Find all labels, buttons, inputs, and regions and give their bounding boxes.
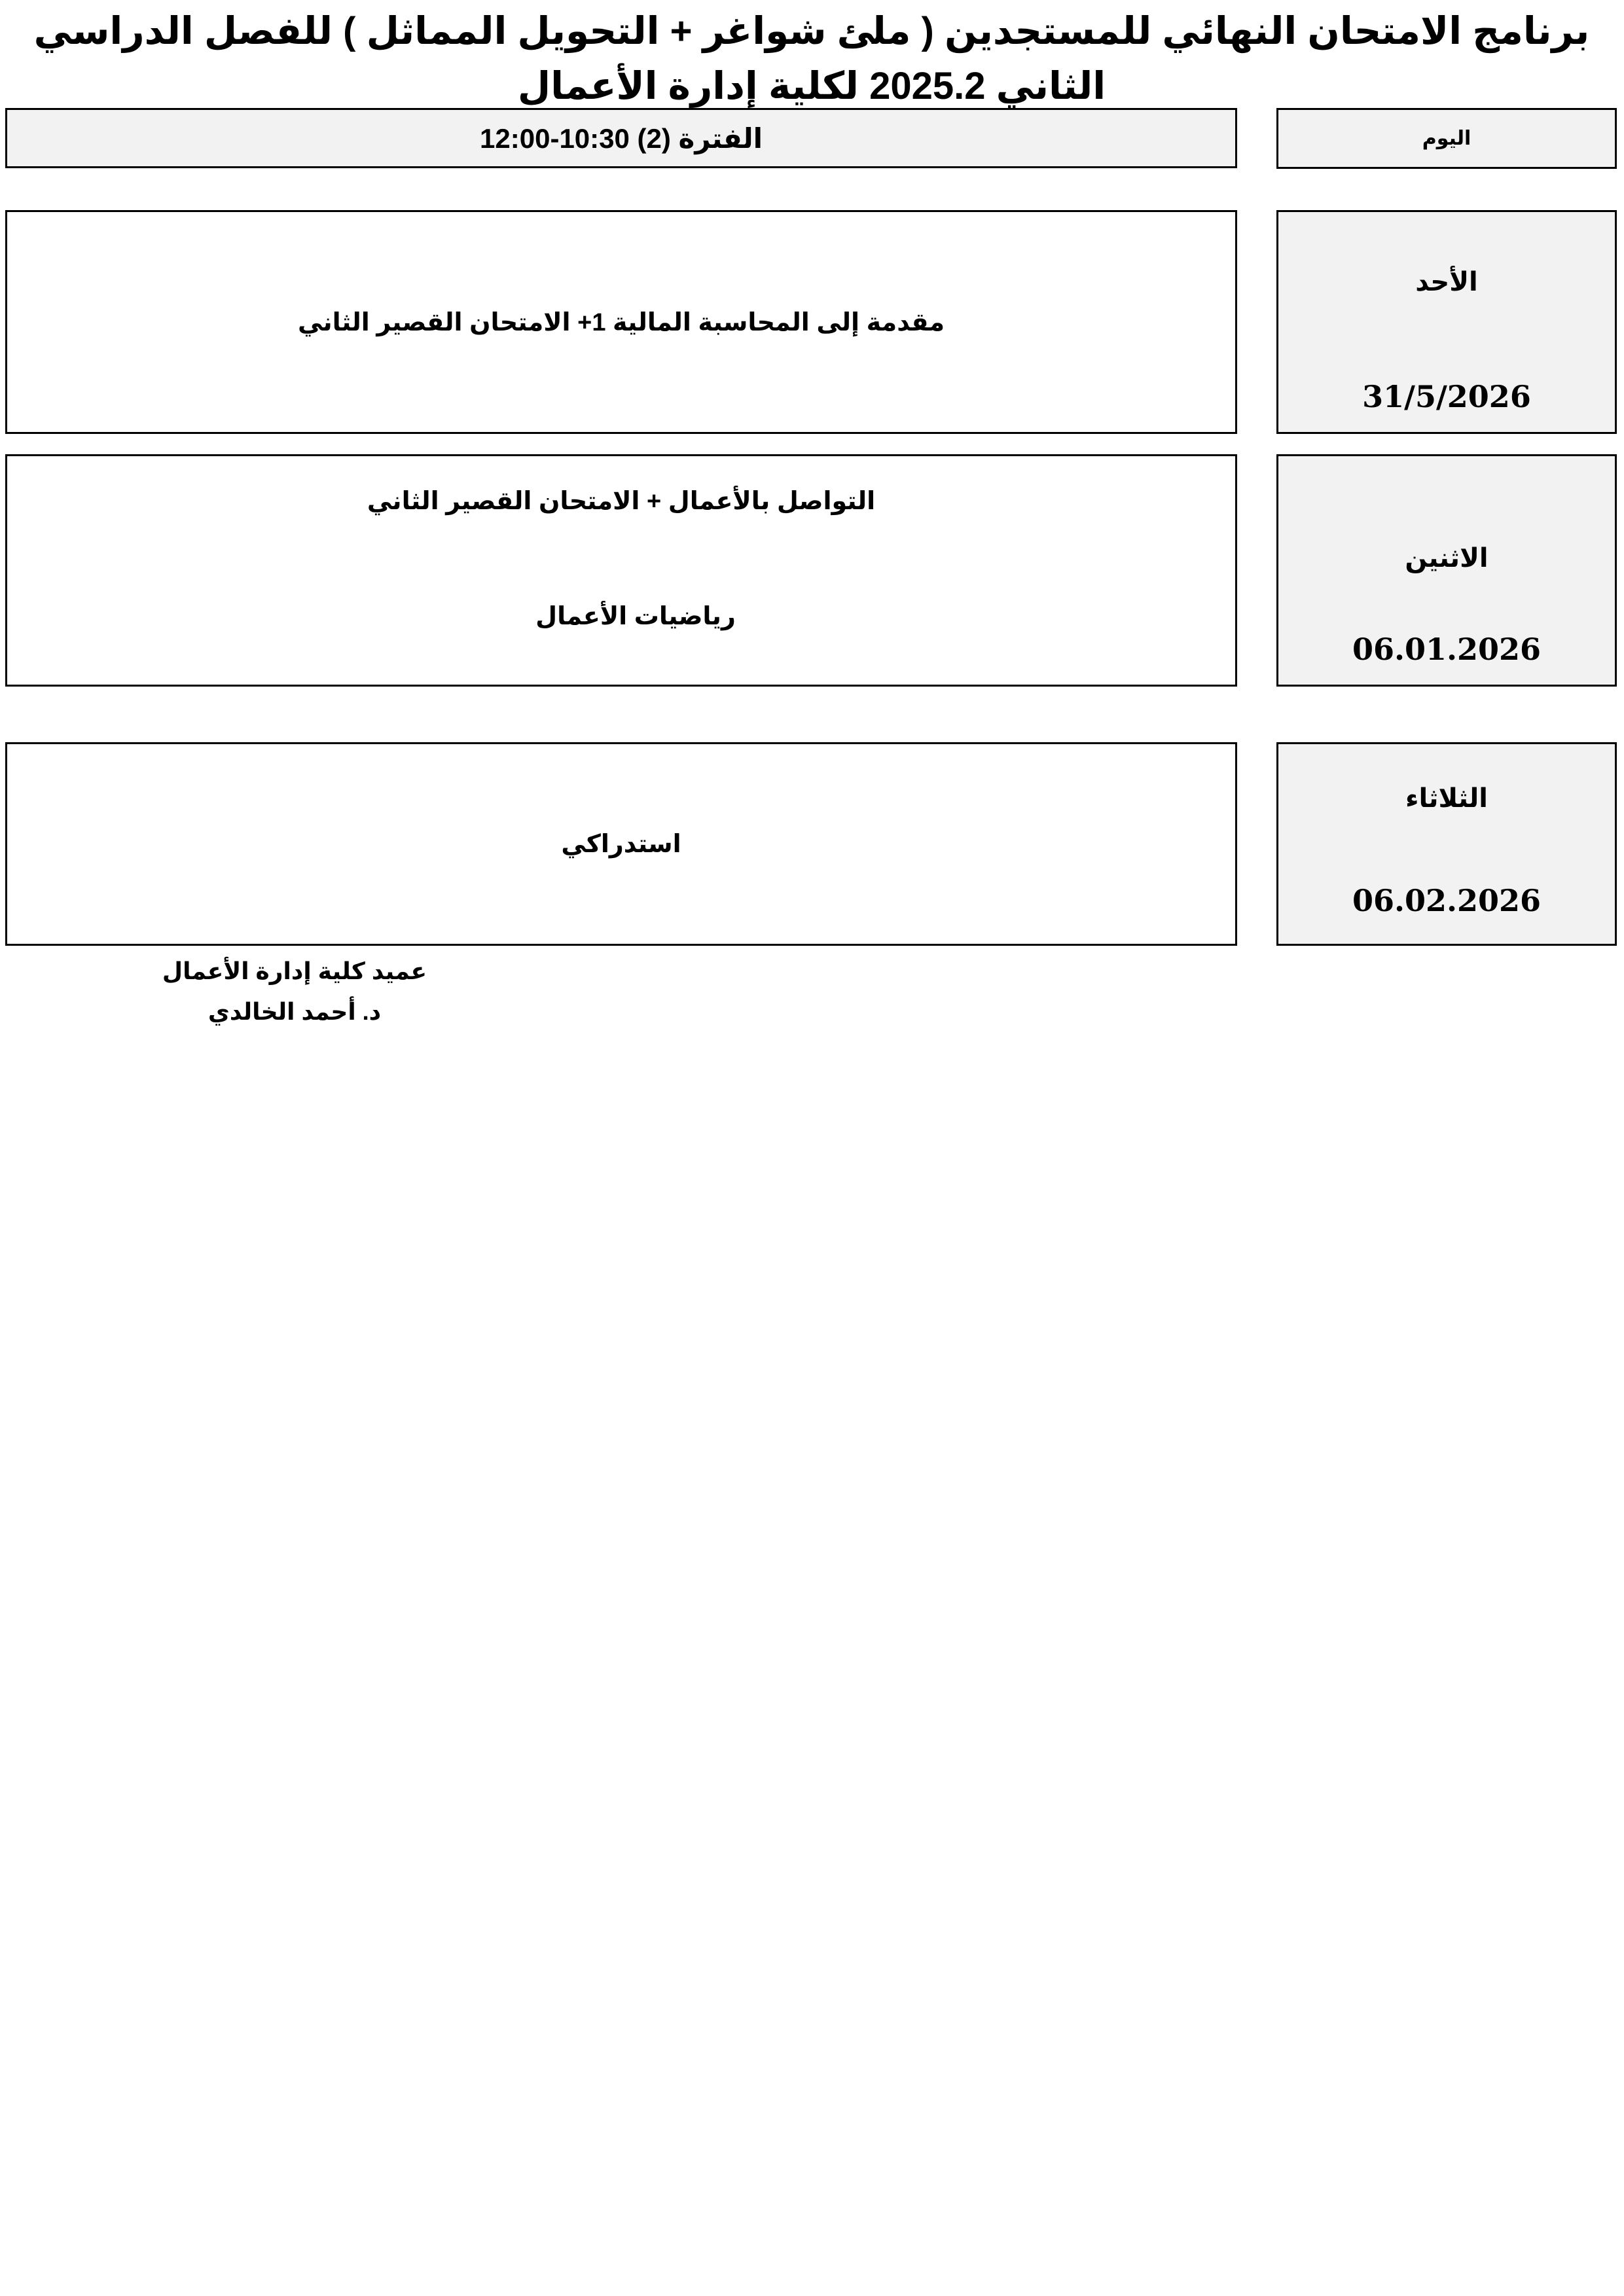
page-title: برنامج الامتحان النهائي للمستجدين ( ملئ شواغر + التحويل المماثل ) للفصل الدراسي الثاني 2025.2 لكلية إدارة الأعمال bbox=[33, 10, 1590, 107]
exam-cell-row-2 bbox=[5, 454, 1237, 687]
subject-text: التواصل بالأعمال + الامتحان القصير الثاني bbox=[367, 488, 876, 515]
day-cell-row-2 bbox=[1276, 454, 1617, 687]
signature-role: عميد كلية إدارة الأعمال bbox=[162, 958, 427, 984]
day-header bbox=[1276, 108, 1617, 169]
day-name: الأحد bbox=[1415, 268, 1478, 296]
period-header-label: الفترة (2) 10:30-12:00 bbox=[480, 122, 763, 154]
day-cell-row-3 bbox=[1276, 742, 1617, 946]
period-header bbox=[5, 108, 1237, 168]
day-header-label: اليوم bbox=[1422, 128, 1471, 149]
day-name: الاثنين bbox=[1405, 544, 1489, 573]
subject-text: رياضيات الأعمال bbox=[535, 603, 736, 630]
exam-date: 06.01.2026 bbox=[1352, 632, 1542, 667]
subject-text: استدراكي bbox=[561, 831, 681, 858]
exam-cell-row-1 bbox=[5, 210, 1237, 434]
day-cell-row-1 bbox=[1276, 210, 1617, 434]
signature-name: د. أحمد الخالدي bbox=[208, 998, 382, 1025]
day-name: الثلاثاء bbox=[1405, 784, 1488, 813]
exam-date: 31/5/2026 bbox=[1362, 379, 1531, 414]
subject-text: مقدمة إلى المحاسبة المالية 1+ الامتحان القصير الثاني bbox=[297, 308, 945, 336]
exam-date: 06.02.2026 bbox=[1352, 883, 1542, 918]
exam-cell-row-3 bbox=[5, 742, 1237, 946]
